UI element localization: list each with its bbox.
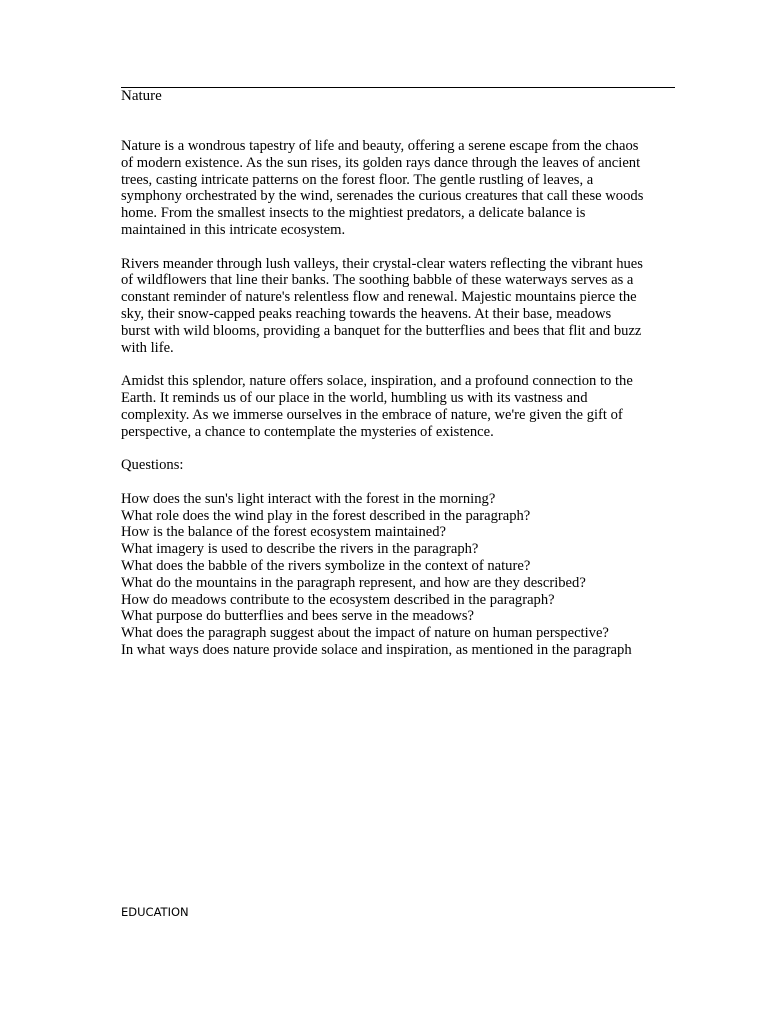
question-item: What purpose do butterflies and bees serve in the meadows?: [121, 608, 474, 625]
paragraph-2: [121, 256, 681, 357]
header-rule: [121, 87, 675, 88]
question-item: What imagery is used to describe the rivers in the paragraph?: [121, 541, 479, 558]
paragraph-line: with life.: [121, 339, 174, 356]
paragraph-line: maintained in this intricate ecosystem.: [121, 221, 346, 238]
paragraph-line: home. From the smallest insects to the mightiest predators, a delicate balance is: [121, 205, 586, 222]
question-item: What do the mountains in the paragraph represent, and how are they described?: [121, 574, 586, 591]
paragraph-line: Earth. It reminds us of our place in the world, humbling us with its vastness and: [121, 389, 588, 406]
paragraph-line: symphony orchestrated by the wind, serenades the curious creatures that call these woods: [121, 188, 644, 205]
paragraph-1: [121, 138, 681, 239]
paragraph-line: sky, their snow-capped peaks reaching towards the heavens. At their base, meadows: [121, 305, 612, 322]
question-item: What does the babble of the rivers symbolize in the context of nature?: [121, 557, 531, 574]
paragraph-line: of wildflowers that line their banks. The soothing babble of these waterways serves as a: [121, 272, 634, 289]
paragraph-line: burst with wild blooms, providing a banquet for the butterflies and bees that flit and buzz: [121, 322, 642, 339]
paragraph-3: [121, 373, 681, 440]
question-item: How do meadows contribute to the ecosystem described in the paragraph?: [121, 591, 555, 608]
questions-heading: Questions:: [121, 457, 184, 474]
paragraph-line: Rivers meander through lush valleys, their crystal-clear waters reflecting the vibrant hues: [121, 255, 643, 272]
paragraph-line: of modern existence. As the sun rises, its golden rays dance through the leaves of ancient: [121, 154, 641, 171]
questions-list: [121, 491, 681, 659]
paragraph-line: constant reminder of nature's relentless flow and renewal. Majestic mountains pierce the: [121, 289, 637, 306]
paragraph-line: perspective, a chance to contemplate the mysteries of existence.: [121, 423, 494, 440]
paragraph-line: Amidst this splendor, nature offers solace, inspiration, and a profound connection to the: [121, 373, 633, 390]
document-title: Nature: [121, 88, 162, 104]
footer-label: EDUCATION: [121, 905, 189, 919]
paragraph-line: trees, casting intricate patterns on the forest floor. The gentle rustling of leaves, a: [121, 171, 594, 188]
question-item: What role does the wind play in the forest described in the paragraph?: [121, 507, 531, 524]
question-item: In what ways does nature provide solace and inspiration, as mentioned in the paragraph: [121, 641, 632, 658]
paragraph-line: Nature is a wondrous tapestry of life and beauty, offering a serene escape from the chaos: [121, 138, 639, 154]
document-body: [121, 138, 681, 659]
question-item: How does the sun's light interact with the forest in the morning?: [121, 490, 496, 507]
paragraph-line: complexity. As we immerse ourselves in the embrace of nature, we're given the gift of: [121, 406, 623, 423]
question-item: What does the paragraph suggest about the impact of nature on human perspective?: [121, 625, 609, 642]
question-item: How is the balance of the forest ecosystem maintained?: [121, 524, 447, 541]
